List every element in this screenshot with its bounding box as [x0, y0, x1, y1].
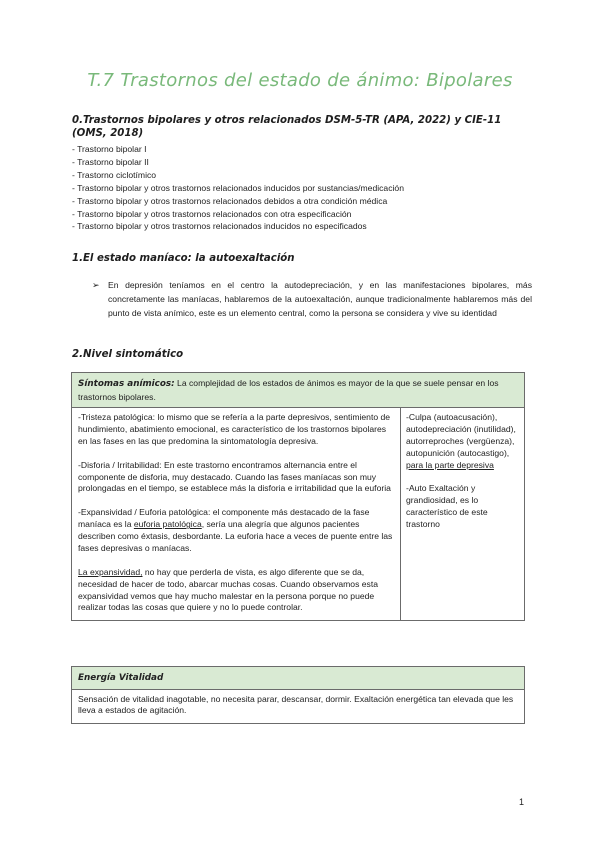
symptoms-table	[71, 372, 525, 621]
list-item: - Trastorno bipolar y otros trastornos relacionados inducidos por sustancias/medicación	[72, 182, 404, 193]
section-1-heading: 1.El estado maníaco: la autoexaltación	[72, 253, 295, 264]
energy-table-header	[72, 667, 524, 690]
guilt-underlined: para la parte depresiva	[406, 459, 494, 470]
euphoria-text-b: , sería una alegría que algunos pacientes describen como éxtasis, desbordante. La euforia hace a veces de puente entre las fases depresivas o maníacas.	[78, 519, 393, 553]
energy-label: Energía Vitalidad	[78, 673, 164, 683]
symptoms-intro: La complejidad de los estados de ánimos es mayor de la que se suele pensar en los trastornos bipolares.	[78, 378, 499, 402]
list-item: - Trastorno bipolar y otros trastornos relacionados debidos a otra condición médica	[72, 195, 388, 206]
symptoms-columns	[72, 408, 524, 620]
energy-body	[72, 690, 524, 724]
list-item: - Trastorno bipolar II	[72, 156, 149, 167]
symptoms-right-column	[401, 408, 524, 620]
euphoria-text-a: -Expansividad / Euforia patológica: el componente más destacado de la fase maníaca es la	[78, 507, 370, 530]
symptoms-label: Síntomas anímicos:	[78, 379, 175, 389]
expansiveness-text: no hay que perderla de vista, es algo diferente que se da, necesidad de hacer de todo, abarcar muchas cosas. Cuando observamos esta expansividad vemos que hay mucho malestar en la persona porque no puede realizar todas las cosas que quiere y no lo puede controlar.	[78, 566, 379, 613]
exaltation-paragraph: -Auto Exaltación y grandiosidad, es lo característico de este trastorno	[406, 483, 488, 530]
intro-paragraph-text: En depresión teníamos en el centro la autodepreciación, y en las manifestaciones bipolares, más concretamente las maníacas, hablaremos de la autoexaltación, aunque tradicionalmente hablaremos más del punto de vista anímico, este es un elemento central, como la persona se considera y vive su identidad	[108, 280, 532, 318]
guilt-text: -Culpa (autoacusación), autodepreciación (inutilidad), autorreproches (vergüenza), autopunición (autocastigo),	[406, 412, 516, 458]
euphoria-paragraph	[78, 507, 394, 555]
expansiveness-paragraph	[78, 567, 394, 615]
energy-text: Sensación de vitalidad inagotable, no necesita parar, descansar, dormir. Exaltación energética tan elevada que les lleva a estados de agitación.	[78, 693, 514, 716]
section-0-heading: 0.Trastornos bipolares y otros relacionados DSM-5-TR (APA, 2022) y CIE-11 (OMS, 2018)	[72, 115, 502, 139]
disorder-list	[72, 143, 532, 233]
symptoms-left-column	[72, 408, 401, 620]
intro-paragraph	[92, 278, 532, 320]
euphoria-underlined: euforia patológica	[133, 519, 202, 530]
list-item: - Trastorno bipolar y otros trastornos relacionados con otra especificación	[72, 208, 352, 219]
list-item: - Trastorno ciclotímico	[72, 169, 157, 180]
expansiveness-underlined: La expansividad,	[78, 566, 143, 577]
guilt-paragraph	[406, 412, 520, 472]
dysphoria-paragraph: -Disforia / Irritabilidad: En este trastorno encontramos alternancia entre el componente de disforia, muy destacado. Cuando las fases maníacas son muy prolongadas en el tiempo, se establece más la disforia e irritabilidad que la euforia	[78, 459, 391, 494]
sadness-paragraph: -Tristeza patológica: lo mismo que se refería a la parte depresivos, sentimiento de hundimiento, abatimiento emocional, es característico de los trastornos bipolares en las fases en las que predomina la sintomatología depresiva.	[78, 412, 391, 446]
energy-table	[71, 666, 525, 724]
list-item: - Trastorno bipolar y otros trastornos relacionados inducidos no especificados	[72, 221, 367, 232]
list-item: - Trastorno bipolar I	[72, 144, 147, 154]
page-title: T.7 Trastornos del estado de ánimo: Bipolares	[87, 70, 513, 91]
arrow-bullet-icon: ➢	[92, 280, 100, 290]
section-2-heading: 2.Nivel sintomático	[72, 349, 184, 360]
symptoms-table-header	[72, 373, 524, 408]
page-number: 1	[519, 797, 525, 807]
